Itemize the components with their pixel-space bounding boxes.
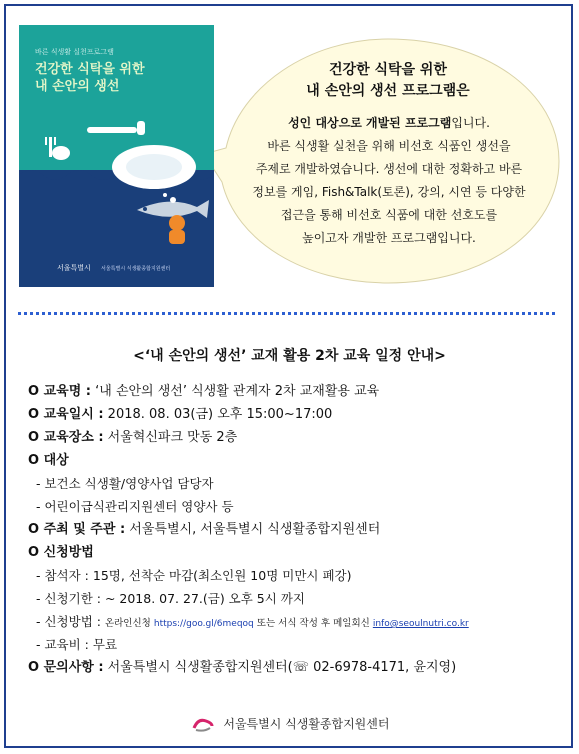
contact-row <box>28 656 558 679</box>
bubble-line6: 높이고자 개발한 프로그램입니다. <box>302 231 476 245</box>
bubble-line3: 주제로 개발하였습니다. 생선에 대한 정확하고 바른 <box>255 162 523 176</box>
education-place-row <box>28 426 558 449</box>
education-name-row <box>28 380 558 403</box>
apply-method-label: - 신청방법 : <box>36 614 105 629</box>
education-date-key: O 교육일시 : <box>28 407 104 422</box>
education-place-value: 서울혁신파크 맛동 2층 <box>103 430 238 445</box>
center-logo-icon <box>190 716 216 734</box>
cover-logo-center: 서울특별시 식생활종합지원센터 <box>101 266 171 272</box>
target-item-1: - 보건소 식생활/영양사업 담당자 <box>36 476 214 491</box>
host-key: O 주최 및 주관 : <box>28 522 126 537</box>
apply-key: O 신청방법 <box>28 545 94 560</box>
apply-method-mid: 또는 서식 작성 후 메일회신 <box>253 618 373 629</box>
target-item-2: - 어린이급식관리지원센터 영양사 등 <box>36 499 234 514</box>
bubble-line4: 정보를 게임, Fish&Talk(토론), 강의, 시연 등 다양한 <box>252 185 526 199</box>
apply-item-4: - 교육비 : 무료 <box>36 637 118 652</box>
target-row <box>28 449 558 472</box>
education-name-key: O 교육명 : <box>28 384 91 399</box>
education-date-row <box>28 403 558 426</box>
bubble-title-line2: 내 손안의 생선 프로그램은 <box>306 83 470 99</box>
education-place-key: O 교육장소 : <box>28 430 104 445</box>
bubble-line5: 접근을 통해 비선호 식품에 대한 선호도를 <box>280 208 498 222</box>
apply-method-online: 온라인신청 <box>104 618 154 629</box>
apply-item-2: - 신청기한 : ~ 2018. 07. 27.(금) 오후 5시 까지 <box>36 591 305 606</box>
bubble-line1-bold: 성인 대상으로 개발된 프로그램 <box>288 116 452 130</box>
education-date-value: 2018. 08. 03(금) 오후 15:00~17:00 <box>103 407 333 422</box>
apply-link[interactable]: https://goo.gl/6meqoq <box>153 619 254 629</box>
footer <box>0 715 579 735</box>
cover-title-line2: 내 손안의 생선 <box>35 79 120 94</box>
cover-illustration <box>19 25 214 287</box>
target-key: O 대상 <box>28 453 69 468</box>
program-description-bubble <box>214 36 562 286</box>
cover-logo-seoul: 서울특별시 <box>57 264 91 272</box>
dotted-divider <box>18 312 555 315</box>
cover-logos <box>57 263 207 277</box>
bubble-line1 <box>244 112 534 135</box>
footer-org-name: 서울특별시 식생활종합지원센터 <box>223 717 390 731</box>
program-cover-image <box>19 25 214 287</box>
education-name-value: ‘내 손안의 생선’ 식생활 관계자 2차 교재활용 교육 <box>90 384 380 399</box>
cover-title-line1: 건강한 식탁을 위한 <box>35 62 145 77</box>
cover-small-text: 바른 식생활 실천프로그램 <box>35 48 114 56</box>
apply-email-link[interactable]: info@seoulnutri.co.kr <box>372 619 469 629</box>
host-row <box>28 518 558 541</box>
bubble-body <box>244 112 534 250</box>
bubble-title-line1: 건강한 식탁을 위한 <box>329 62 447 78</box>
spoon-icon <box>52 146 70 160</box>
bubble-line2: 바른 식생활 실천을 위해 비선호 식품인 생선을 <box>267 139 511 153</box>
apply-row <box>28 541 558 564</box>
section-title: <‘내 손안의 생선’ 교재 활용 2차 교육 일정 안내> <box>133 348 446 364</box>
contact-key: O 문의사항 : <box>28 660 104 675</box>
bubble-line1-rest: 입니다. <box>451 116 490 130</box>
apply-item-1: - 참석자 : 15명, 선착순 마감(최소인원 10명 미만시 폐강) <box>36 568 352 583</box>
host-value: 서울특별시, 서울특별시 식생활종합지원센터 <box>125 522 381 537</box>
schedule-details <box>28 380 558 679</box>
contact-value: 서울특별시 식생활종합지원센터(☏ 02-6978-4171, 윤지영) <box>103 660 457 675</box>
apply-item-3 <box>28 610 558 633</box>
swimmer-icon <box>169 215 185 244</box>
